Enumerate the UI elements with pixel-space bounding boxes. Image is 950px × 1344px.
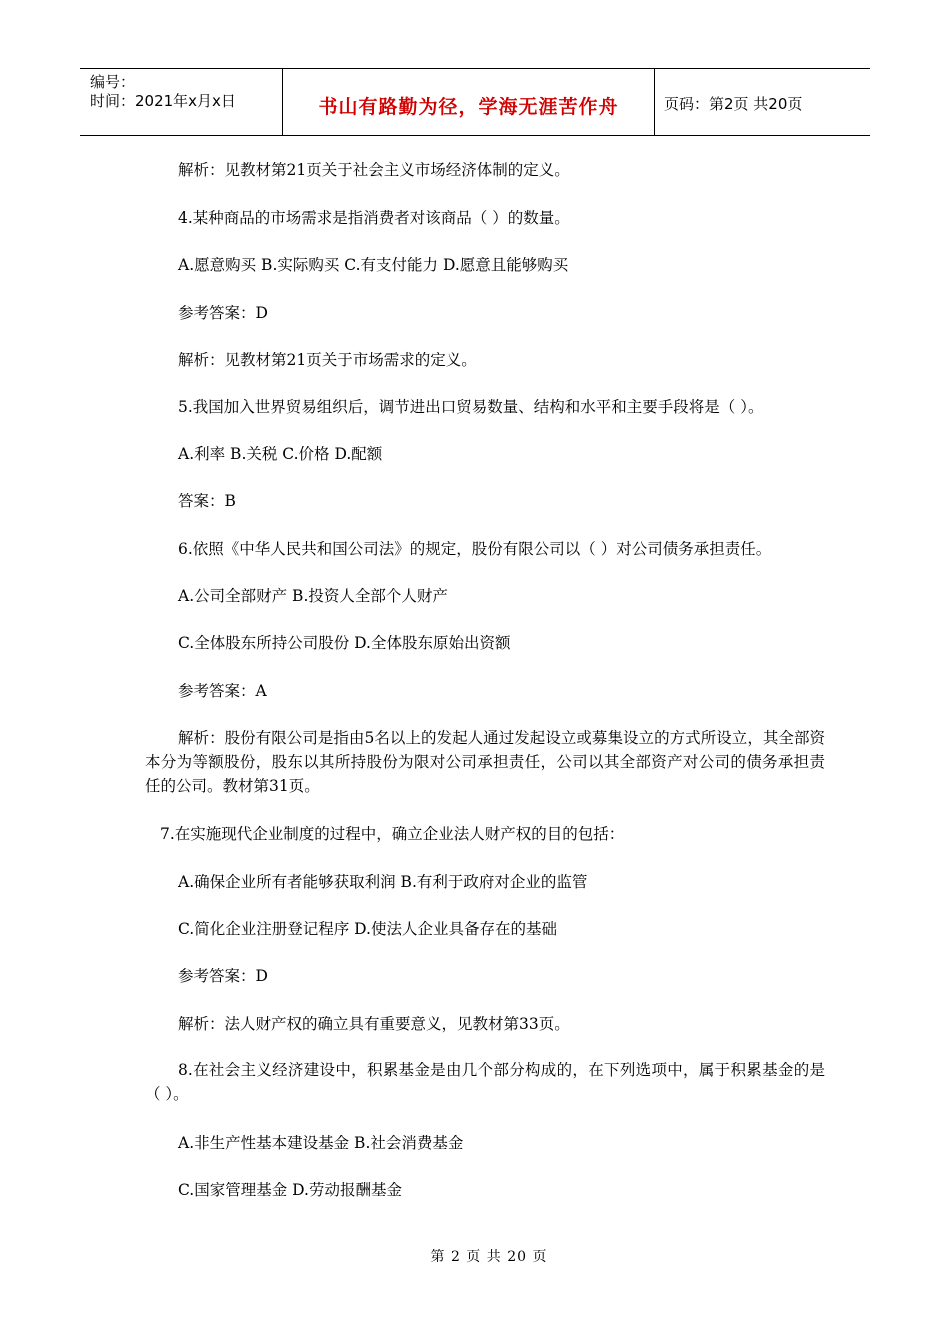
question-6: 6.依照《中华人民共和国公司法》的规定，股份有限公司以（ ）对公司债务承担责任。	[178, 540, 772, 558]
question-6-explanation: 解析：股份有限公司是指由5名以上的发起人通过发起设立或募集设立的方式所设立，其全部资本分为等额股份，股东以其所持股份为限对公司承担责任，公司以其全部资产对公司的债务承担责任的公司。教材第31页。	[145, 729, 825, 795]
question-8-options-2: C.国家管理基金 D.劳动报酬基金	[178, 1181, 402, 1199]
question-5: 5.我国加入世界贸易组织后，调节进出口贸易数量、结构和水平和主要手段将是（ ）。	[178, 398, 764, 416]
question-8: 8.在社会主义经济建设中，积累基金是由几个部分构成的，在下列选项中，属于积累基金的是（ ）。	[145, 1061, 825, 1103]
question-7-answer: 参考答案：D	[178, 967, 268, 985]
header-meta	[80, 69, 282, 135]
question-6-options-1: A.公司全部财产 B.投资人全部个人财产	[178, 587, 448, 605]
question-4-explanation: 解析：见教材第21页关于市场需求的定义。	[178, 351, 477, 369]
question-4-answer: 参考答案：D	[178, 304, 268, 322]
question-4-options: A.愿意购买 B.实际购买 C.有支付能力 D.愿意且能够购买	[178, 256, 569, 274]
question-6-options-2: C.全体股东所持公司股份 D.全体股东原始出资额	[178, 634, 511, 652]
question-7-explanation: 解析：法人财产权的确立具有重要意义，见教材第33页。	[178, 1015, 570, 1033]
question-5-options: A.利率 B.关税 C.价格 D.配额	[178, 445, 383, 463]
page-footer: 第 2 页 共 20 页	[430, 1249, 548, 1265]
question-7-options-2: C.简化企业注册登记程序 D.使法人企业具备存在的基础	[178, 920, 557, 938]
time-label: 时间：2021年x月x日	[90, 92, 236, 110]
question-7: 7.在实施现代企业制度的过程中，确立企业法人财产权的目的包括：	[160, 825, 625, 843]
question-8-options-1: A.非生产性基本建设基金 B.社会消费基金	[178, 1134, 464, 1152]
q3-explanation: 解析：见教材第21页关于社会主义市场经济体制的定义。	[178, 161, 570, 179]
question-6-answer: 参考答案：A	[178, 682, 267, 700]
header-motto: 书山有路勤为径，学海无涯苦作舟	[282, 69, 655, 135]
question-5-answer: 答案：B	[178, 492, 236, 510]
header-page-code: 页码：第2页 共20页	[664, 94, 803, 113]
question-4: 4.某种商品的市场需求是指消费者对该商品（ ）的数量。	[178, 209, 570, 227]
number-label: 编号：	[90, 73, 136, 91]
document-header	[80, 68, 870, 136]
question-7-options-1: A.确保企业所有者能够获取利润 B.有利于政府对企业的监管	[178, 873, 588, 891]
